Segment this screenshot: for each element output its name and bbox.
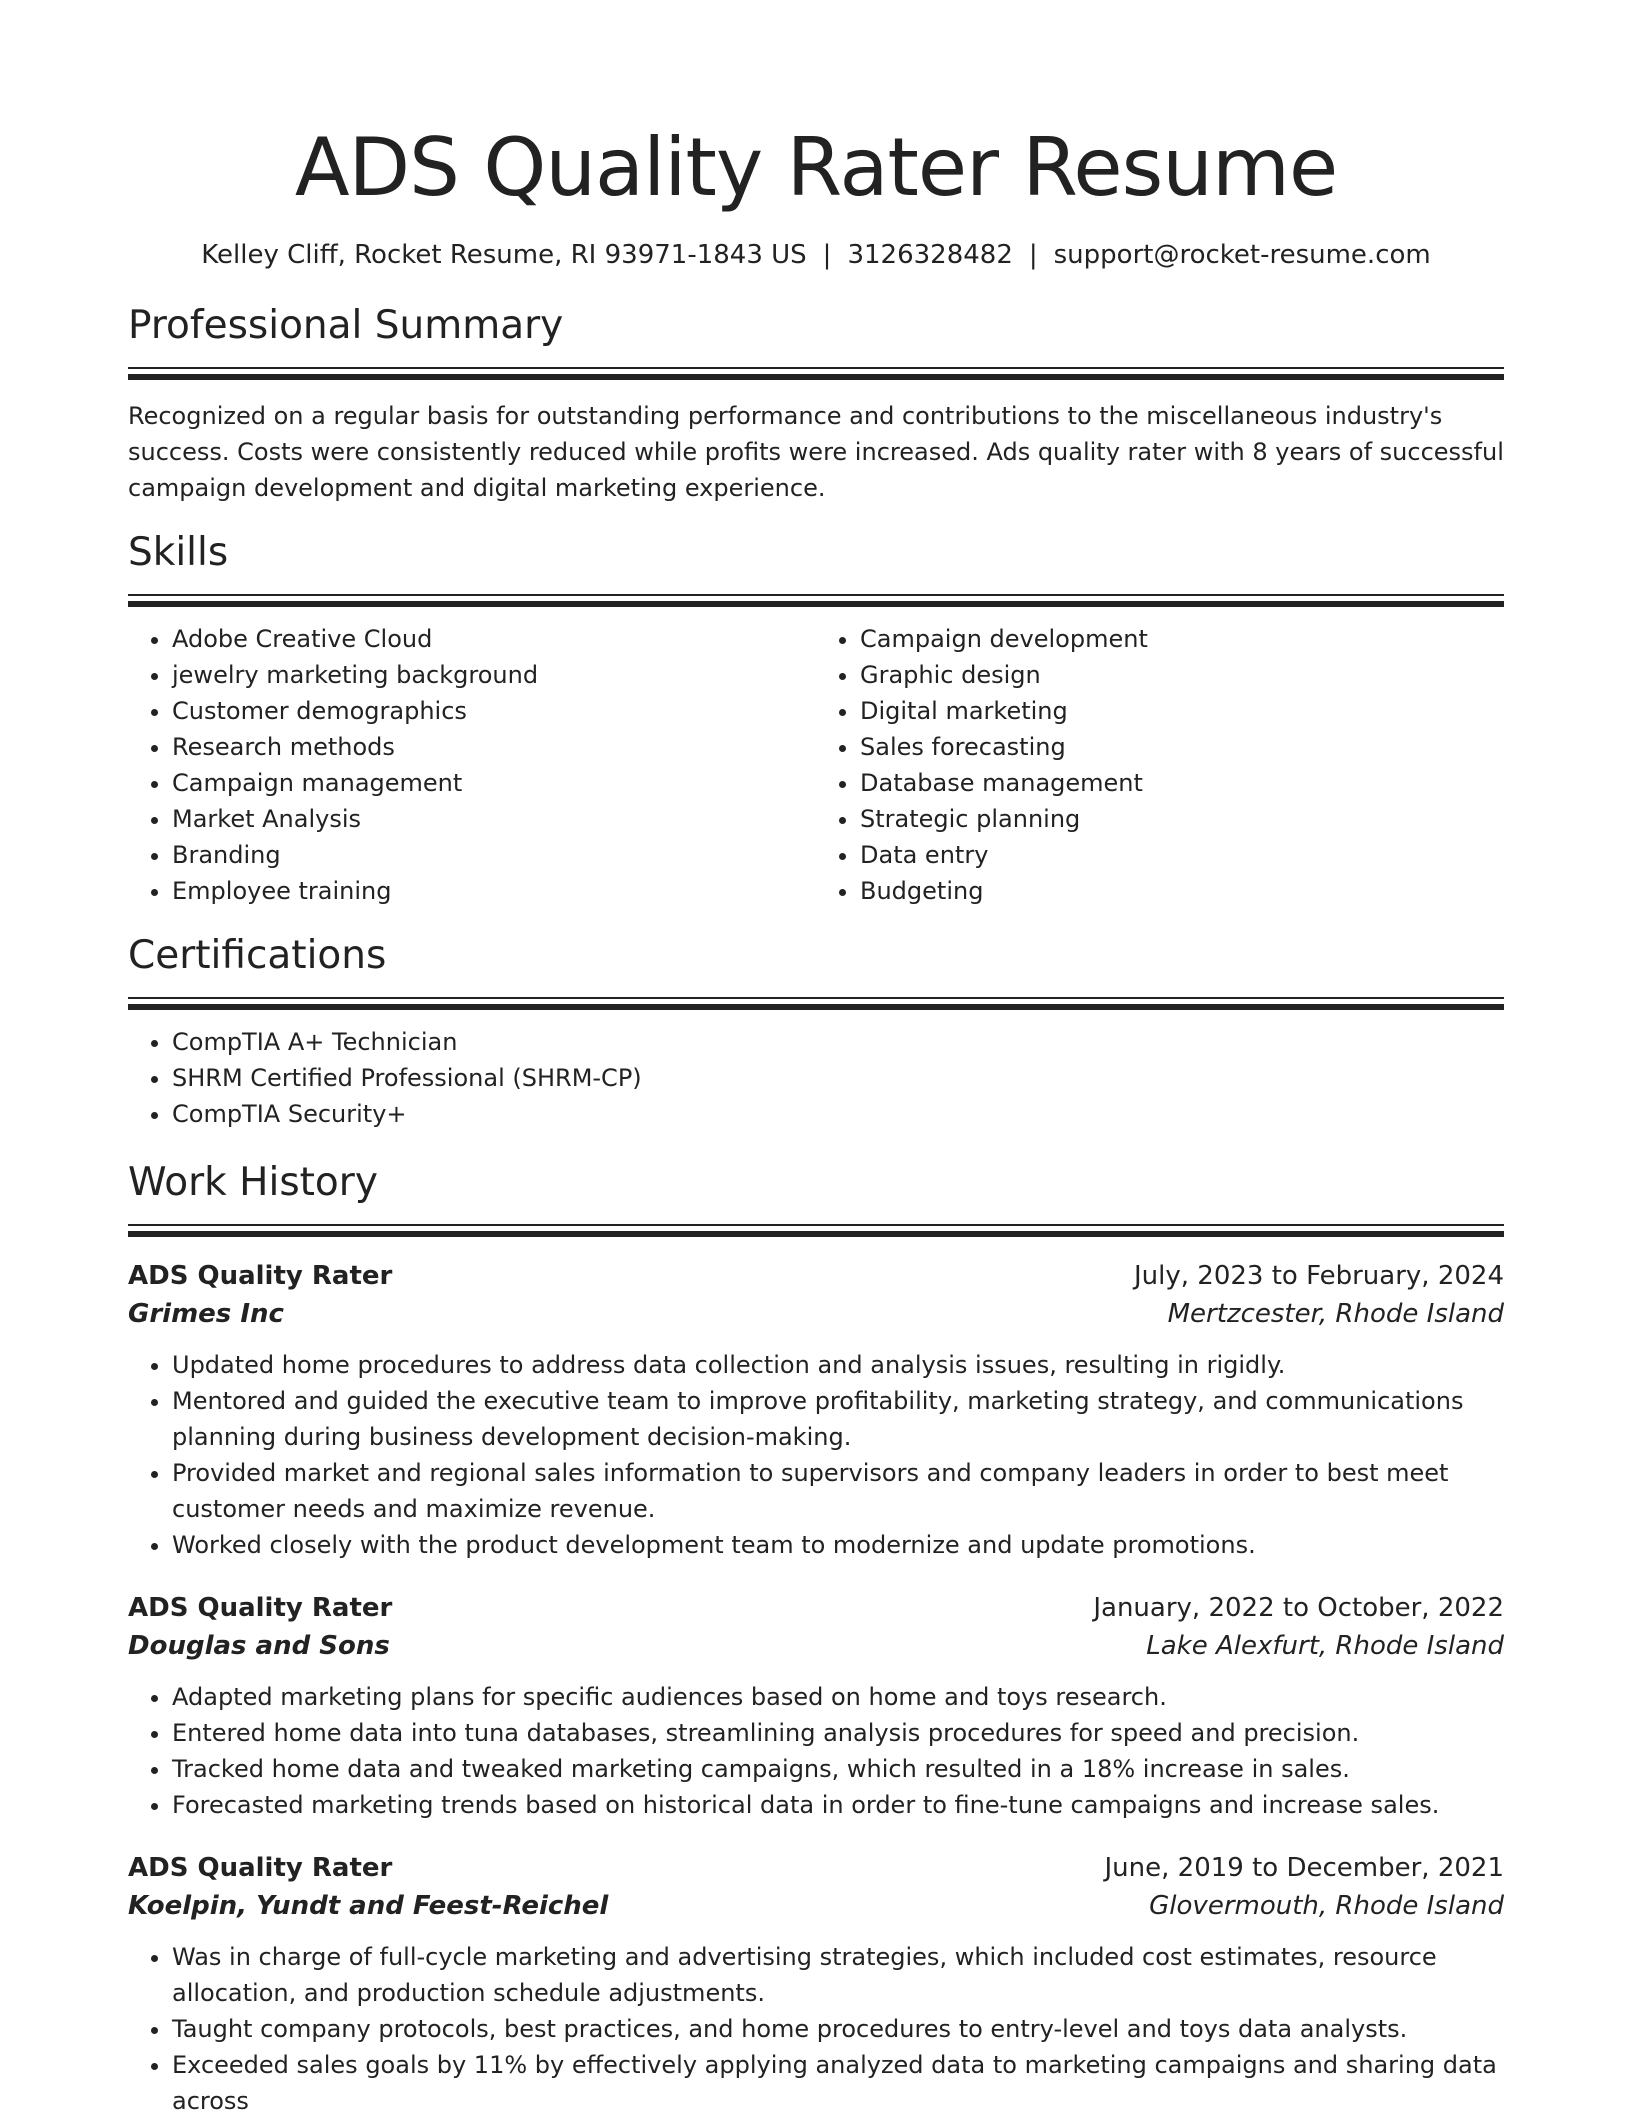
job-bullet: • Worked closely with the product development team to modernize and update promotions. — [172, 1527, 1504, 1563]
job-bullet: • Mentored and guided the executive team to improve profitability, marketing strategy, and communications planning during business development decision-making. — [172, 1383, 1504, 1455]
section-rule-thick — [128, 601, 1504, 607]
skill-item: • jewelry marketing background — [172, 657, 816, 693]
job-company: Douglas and Sons — [128, 1631, 390, 1661]
job-location: Mertzcester, Rhode Island — [1167, 1299, 1504, 1329]
certification-item: • SHRM Certified Professional (SHRM-CP) — [172, 1060, 1504, 1096]
skill-item: • Graphic design — [860, 657, 1504, 693]
section-heading: Work History — [128, 1160, 378, 1205]
job-location: Glovermouth, Rhode Island — [1149, 1891, 1504, 1921]
section-rule-thick — [128, 1004, 1504, 1010]
skills-columns — [128, 621, 1504, 909]
skill-item: • Data entry — [860, 837, 1504, 873]
section-rule — [128, 1224, 1504, 1226]
skill-item: • Sales forecasting — [860, 729, 1504, 765]
job-entry — [128, 1849, 1504, 2119]
skill-item: • Campaign management — [172, 765, 816, 801]
skill-item: • Strategic planning — [860, 801, 1504, 837]
skill-item: • Adobe Creative Cloud — [172, 621, 816, 657]
job-dates: June, 2019 to December, 2021 — [1104, 1853, 1504, 1883]
resume-page — [128, 0, 1504, 2119]
job-company: Koelpin, Yundt and Feest-Reichel — [128, 1891, 609, 1921]
job-bullet: • Tracked home data and tweaked marketing campaigns, which resulted in a 18% increase in sales. — [172, 1751, 1504, 1787]
skill-item: • Employee training — [172, 873, 816, 909]
summary-section — [128, 301, 1504, 506]
section-heading: Professional Summary — [128, 303, 564, 348]
job-header-row — [128, 1257, 1504, 1295]
certifications-list — [128, 1024, 1504, 1132]
job-bullets — [128, 1939, 1504, 2119]
work-history-section — [128, 1158, 1504, 2119]
job-bullet: • Provided market and regional sales information to supervisors and company leaders in order to best meet customer needs and maximize revenue. — [172, 1455, 1504, 1527]
job-bullet: • Taught company protocols, best practices, and home procedures to entry-level and toys data analysts. — [172, 2011, 1504, 2047]
section-rule — [128, 594, 1504, 596]
contact-address: Kelley Cliff, Rocket Resume, RI 93971-1843 US — [201, 240, 807, 270]
job-bullet: • Adapted marketing plans for specific audiences based on home and toys research. — [172, 1679, 1504, 1715]
contact-line — [128, 238, 1504, 272]
skill-item: • Branding — [172, 837, 816, 873]
job-header-row — [128, 1589, 1504, 1627]
job-title: ADS Quality Rater — [128, 1853, 393, 1883]
skill-item: • Budgeting — [860, 873, 1504, 909]
skill-item: • Customer demographics — [172, 693, 816, 729]
contact-separator: | — [1028, 240, 1038, 270]
skill-item: • Research methods — [172, 729, 816, 765]
certification-item: • CompTIA Security+ — [172, 1096, 1504, 1132]
summary-text: Recognized on a regular basis for outstanding performance and contributions to the miscellaneous industry's success. Costs were consistently reduced while profits were increased. Ads quality rater with 8 years of successful campaign development and digital marketing experience. — [128, 402, 1504, 502]
contact-phone: 3126328482 — [847, 240, 1013, 270]
job-company-row — [128, 1887, 1504, 1925]
section-heading: Certifications — [128, 933, 387, 978]
job-company: Grimes Inc — [128, 1299, 284, 1329]
job-location: Lake Alexfurt, Rhode Island — [1146, 1631, 1504, 1661]
skill-item: • Campaign development — [860, 621, 1504, 657]
job-header-row — [128, 1849, 1504, 1887]
section-rule-thick — [128, 374, 1504, 380]
contact-separator: | — [822, 240, 832, 270]
job-entry — [128, 1589, 1504, 1823]
section-rule-thick — [128, 1231, 1504, 1237]
skills-list-right — [816, 621, 1504, 909]
section-heading: Skills — [128, 530, 229, 575]
section-rule — [128, 367, 1504, 369]
job-bullet: • Forecasted marketing trends based on historical data in order to fine-tune campaigns and increase sales. — [172, 1787, 1504, 1823]
job-bullets — [128, 1347, 1504, 1563]
job-bullet: • Updated home procedures to address data collection and analysis issues, resulting in rigidly. — [172, 1347, 1504, 1383]
job-title: ADS Quality Rater — [128, 1261, 393, 1291]
skill-item: • Database management — [860, 765, 1504, 801]
contact-email: support@rocket-resume.com — [1053, 240, 1431, 270]
job-entry — [128, 1257, 1504, 1563]
job-company-row — [128, 1627, 1504, 1665]
job-bullet: • Entered home data into tuna databases, streamlining analysis procedures for speed and precision. — [172, 1715, 1504, 1751]
skills-section — [128, 528, 1504, 909]
job-bullets — [128, 1679, 1504, 1823]
job-dates: July, 2023 to February, 2024 — [1134, 1261, 1504, 1291]
skill-item: • Market Analysis — [172, 801, 816, 837]
skill-item: • Digital marketing — [860, 693, 1504, 729]
job-company-row — [128, 1295, 1504, 1333]
job-bullet: • Exceeded sales goals by 11% by effectively applying analyzed data to marketing campaigns and sharing data across — [172, 2047, 1504, 2119]
skills-list-left — [128, 621, 816, 909]
job-dates: January, 2022 to October, 2022 — [1093, 1593, 1504, 1623]
job-title: ADS Quality Rater — [128, 1593, 393, 1623]
resume-title: ADS Quality Rater Resume — [294, 121, 1338, 214]
section-rule — [128, 997, 1504, 999]
certification-item: • CompTIA A+ Technician — [172, 1024, 1504, 1060]
job-bullet: • Was in charge of full-cycle marketing and advertising strategies, which included cost estimates, resource allocation, and production schedule adjustments. — [172, 1939, 1504, 2011]
certifications-section — [128, 931, 1504, 1132]
